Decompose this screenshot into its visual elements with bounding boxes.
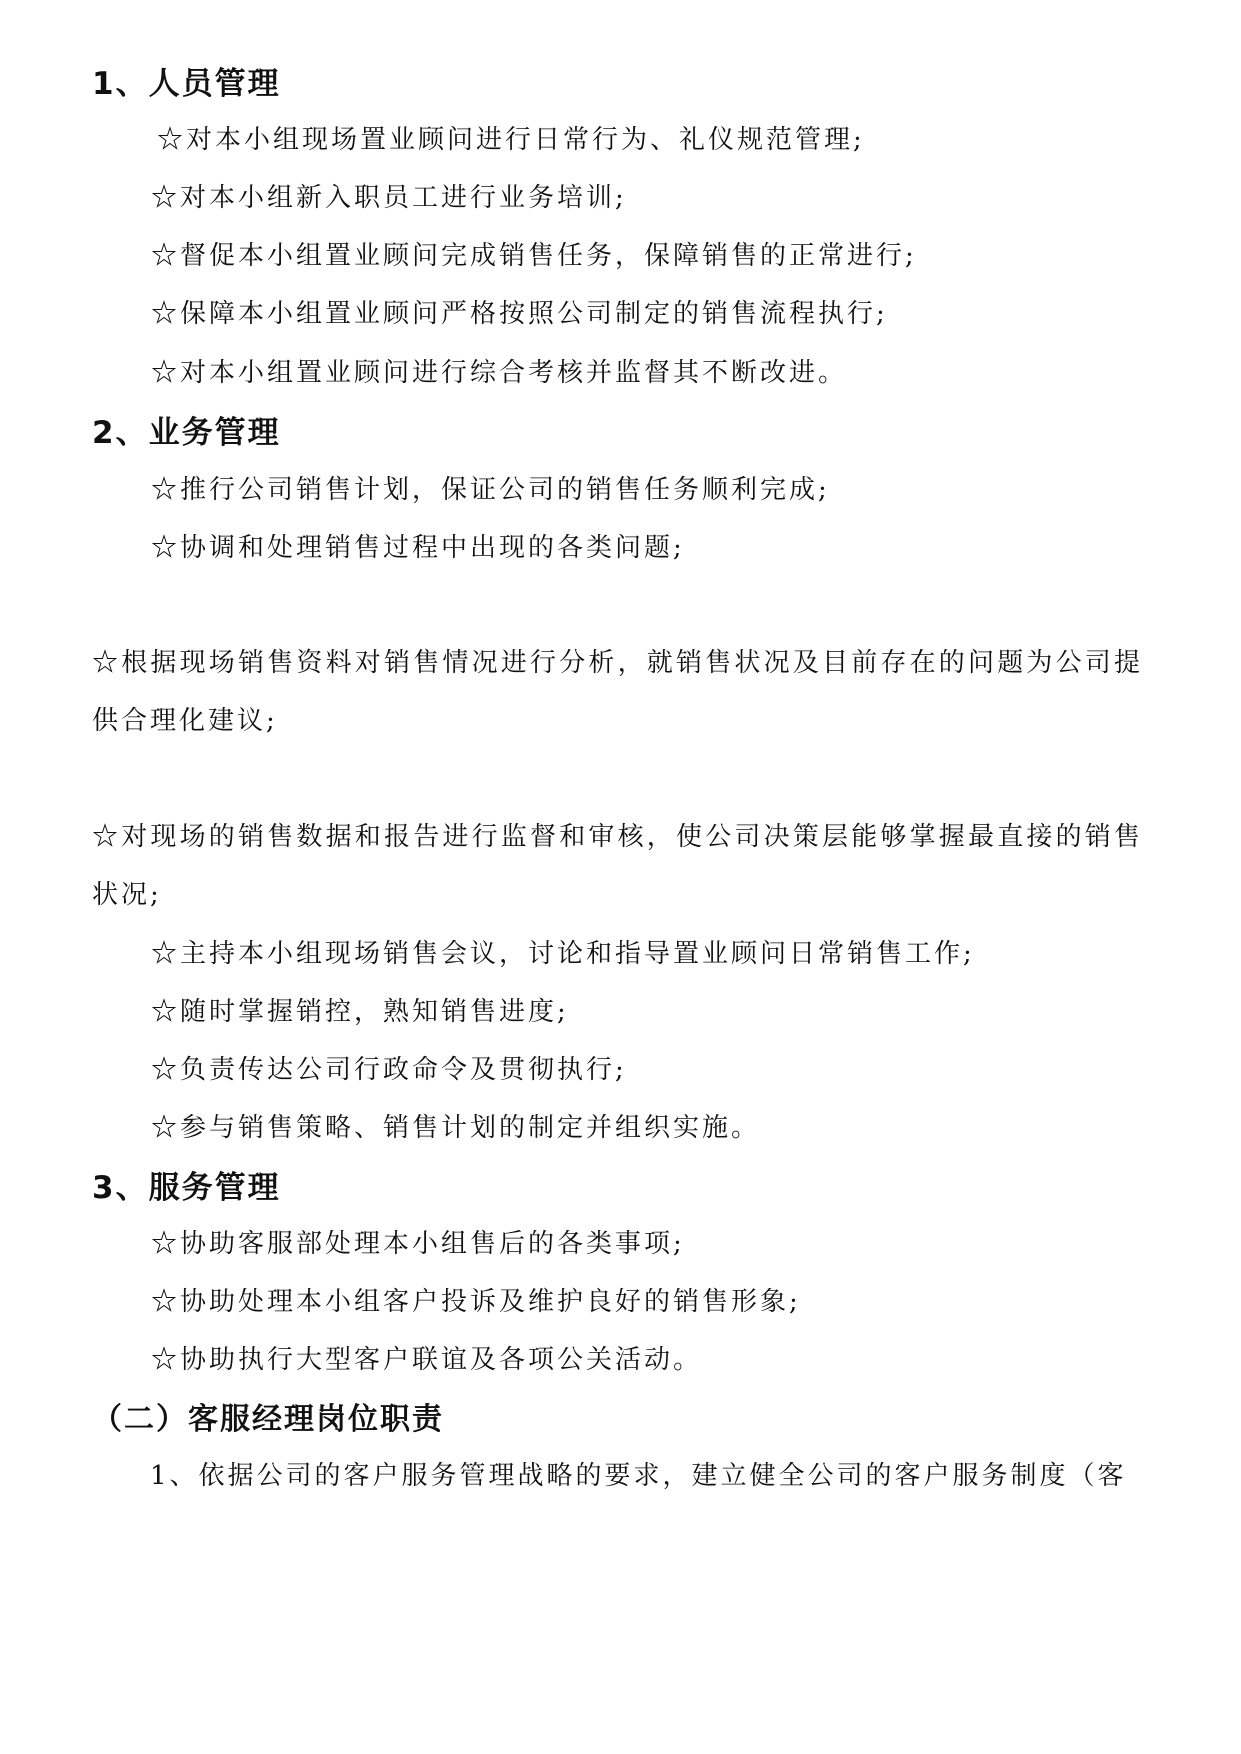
list-item: ☆协助处理本小组客户投诉及维护良好的销售形象; bbox=[151, 1287, 801, 1317]
heading-personnel-management: 1、人员管理 bbox=[92, 66, 281, 102]
list-item: ☆协助客服部处理本小组售后的各类事项; bbox=[151, 1229, 685, 1259]
list-item: ☆协助执行大型客户联谊及各项公关活动。 bbox=[151, 1345, 703, 1375]
heading-customer-service-manager-duties: （二）客服经理岗位职责 bbox=[92, 1402, 444, 1437]
list-item: ☆对本小组现场置业顾问进行日常行为、礼仪规范管理; bbox=[157, 125, 865, 155]
list-item: ☆保障本小组置业顾问严格按照公司制定的销售流程执行; bbox=[151, 299, 888, 329]
list-item: ☆参与销售策略、销售计划的制定并组织实施。 bbox=[151, 1113, 761, 1143]
list-item: ☆对本小组置业顾问进行综合考核并监督其不断改进。 bbox=[151, 358, 848, 388]
list-item: ☆协调和处理销售过程中出现的各类问题; bbox=[151, 533, 685, 563]
heading-business-management: 2、业务管理 bbox=[92, 415, 281, 451]
list-item: ☆督促本小组置业顾问完成销售任务，保障销售的正常进行; bbox=[151, 241, 917, 271]
list-item-continuation: 供合理化建议; bbox=[92, 706, 278, 736]
list-item: 1、依据公司的客户服务管理战略的要求，建立健全公司的客户服务制度（客 bbox=[150, 1461, 1127, 1491]
list-item: ☆根据现场销售资料对销售情况进行分析，就销售状况及目前存在的问题为公司提 bbox=[92, 648, 1144, 678]
list-item: ☆主持本小组现场销售会议，讨论和指导置业顾问日常销售工作; bbox=[151, 939, 975, 969]
heading-service-management: 3、服务管理 bbox=[92, 1170, 281, 1206]
list-item: ☆随时掌握销控，熟知销售进度; bbox=[151, 997, 569, 1027]
list-item: ☆负责传达公司行政命令及贯彻执行; bbox=[151, 1055, 627, 1085]
list-item-continuation: 状况; bbox=[92, 880, 162, 910]
list-item: ☆对现场的销售数据和报告进行监督和审核，使公司决策层能够掌握最直接的销售 bbox=[92, 822, 1144, 852]
list-item: ☆对本小组新入职员工进行业务培训; bbox=[151, 183, 627, 213]
list-item: ☆推行公司销售计划，保证公司的销售任务顺利完成; bbox=[151, 475, 830, 505]
